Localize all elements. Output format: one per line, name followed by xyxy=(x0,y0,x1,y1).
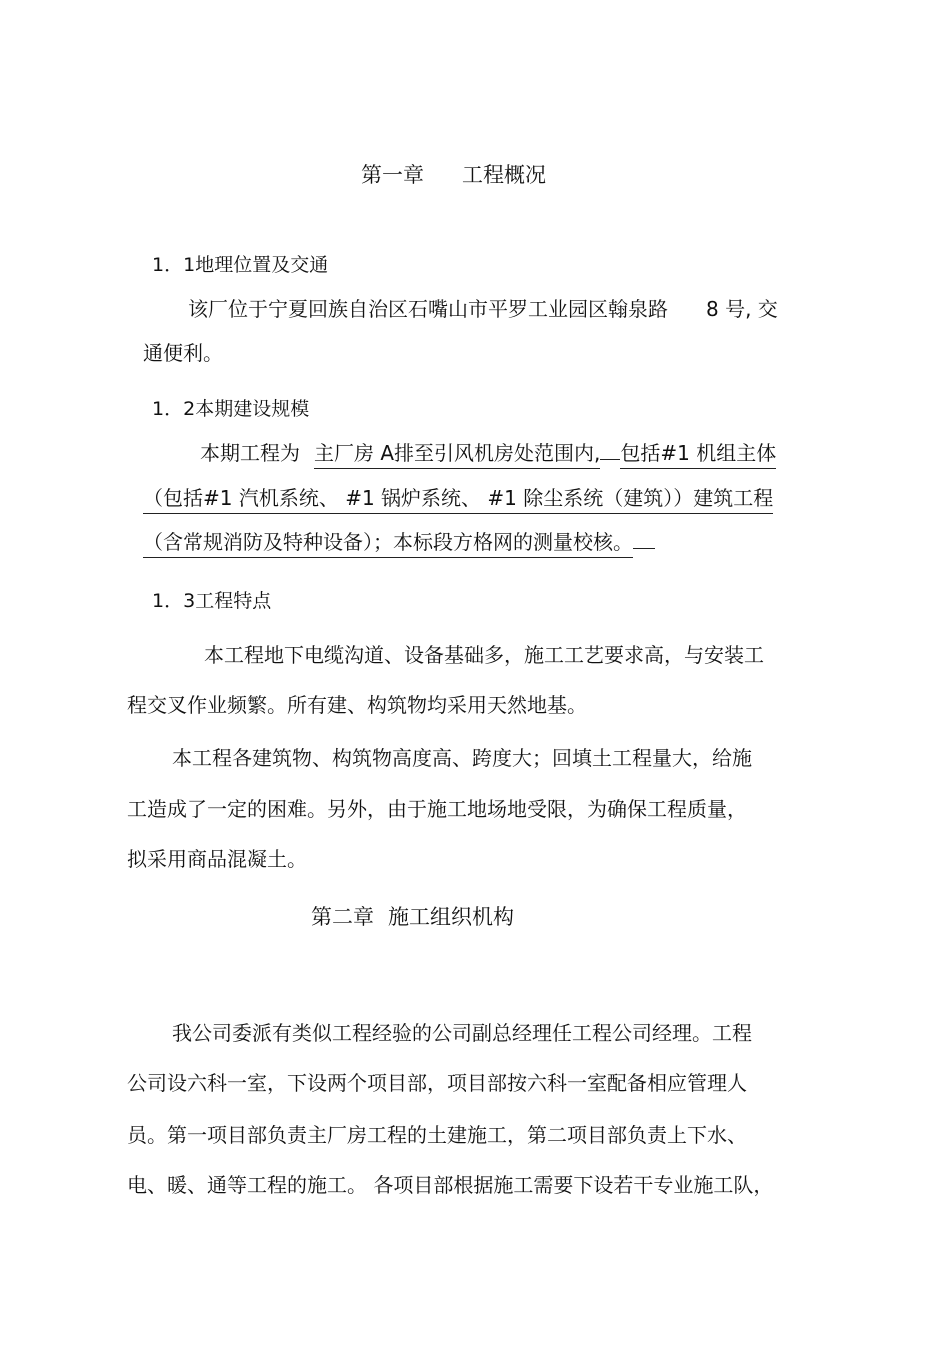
section-1-3-para-2-line-1 xyxy=(172,746,752,770)
paragraph-text: 本工程地下电缆沟道、设备基础多，施工工艺要求高，与安装工 xyxy=(204,643,764,667)
chapter-2-heading xyxy=(311,905,514,929)
section-1-2-para-line-3 xyxy=(143,530,655,554)
section-1-2-title: 本期建设规模 xyxy=(195,398,310,420)
underlined-text: （包括#1 汽机系统、 #1 锅炉系统、 #1 除尘系统（建筑））建筑工程 xyxy=(143,486,773,514)
underlined-text: 包括#1 机组主体 xyxy=(620,441,776,469)
section-1-3-heading xyxy=(152,589,271,613)
chapter-2-title: 施工组织机构 xyxy=(388,905,514,929)
paragraph-text: 我公司委派有类似工程经验的公司副总经理任工程公司经理。工程 xyxy=(172,1021,752,1045)
section-1-2-number: 1．2 xyxy=(152,398,196,420)
section-1-2-heading xyxy=(152,397,309,421)
section-1-1-para-line-1 xyxy=(188,297,778,321)
paragraph-text: 本期工程为 xyxy=(200,441,300,465)
paragraph-text: 拟采用商品混凝土。 xyxy=(127,847,307,871)
paragraph-text: 通便利。 xyxy=(143,341,223,365)
paragraph-text: 该厂位于宁夏回族自治区石嘴山市平罗工业园区翰泉路 xyxy=(188,297,668,321)
underline-gap xyxy=(600,456,620,460)
chapter-1-label: 第一章 xyxy=(361,163,424,187)
paragraph-text: 8 号, 交 xyxy=(706,297,778,321)
paragraph-text: 电、暖、通等工程的施工。 各项目部根据施工需要下设若干专业施工队， xyxy=(127,1173,774,1197)
paragraph-text: 员。第一项目部负责主厂房工程的土建施工，第二项目部负责上下水、 xyxy=(127,1123,747,1147)
section-1-1-number: 1．1 xyxy=(152,254,196,276)
underline-gap xyxy=(633,545,655,549)
section-1-3-title: 工程特点 xyxy=(195,590,272,612)
chapter-1-title: 工程概况 xyxy=(462,163,546,187)
section-1-3-para-1-line-1 xyxy=(204,643,764,667)
underlined-text: （含常规消防及特种设备）；本标段方格网的测量校核。 xyxy=(143,530,633,558)
chapter-2-para-line-3 xyxy=(127,1123,747,1147)
section-1-1-para-line-2 xyxy=(143,341,223,365)
section-1-3-para-1-line-2 xyxy=(127,693,587,717)
section-1-1-heading xyxy=(152,253,328,277)
paragraph-text: 工造成了一定的困难。另外，由于施工地场地受限，为确保工程质量， xyxy=(127,797,747,821)
section-1-3-number: 1．3 xyxy=(152,590,196,612)
section-1-2-para-line-2 xyxy=(143,486,773,510)
section-1-1-title: 地理位置及交通 xyxy=(195,254,329,276)
paragraph-text: 公司设六科一室，下设两个项目部，项目部按六科一室配备相应管理人 xyxy=(127,1071,747,1095)
chapter-2-para-line-1 xyxy=(172,1021,752,1045)
chapter-2-para-line-2 xyxy=(127,1071,747,1095)
paragraph-text: 本工程各建筑物、构筑物高度高、跨度大；回填土工程量大，给施 xyxy=(172,746,752,770)
chapter-2-label: 第二章 xyxy=(311,905,374,929)
chapter-2-para-line-4 xyxy=(127,1173,773,1197)
section-1-3-para-2-line-3 xyxy=(127,847,307,871)
underlined-text: 主厂房 A排至引风机房处范围内, xyxy=(314,441,600,469)
chapter-1-heading xyxy=(361,163,546,187)
section-1-3-para-2-line-2 xyxy=(127,797,747,821)
section-1-2-para-line-1 xyxy=(200,441,776,465)
paragraph-text: 程交叉作业频繁。所有建、构筑物均采用天然地基。 xyxy=(127,693,587,717)
